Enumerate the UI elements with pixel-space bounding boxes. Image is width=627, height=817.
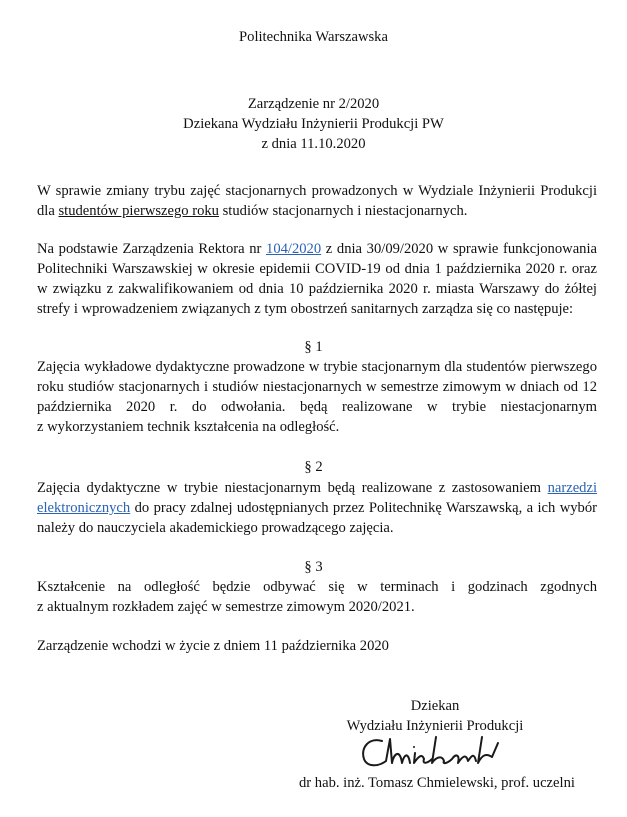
section-2-line-2 [37, 498, 597, 518]
title-line-2: Dziekana Wydziału Inżynierii Produkcji PW [183, 116, 444, 132]
institution-name: Politechnika Warszawska [239, 29, 388, 45]
basis-text-end: z dnia 30/09/2020 w sprawie funkcjonowania [321, 241, 597, 257]
basis-line-3: w związku z zakwalifikowaniem od dnia 10 października 2020 r. miasta Warszawy do żółtej [37, 281, 597, 297]
dean-title: Dziekan [410, 698, 460, 714]
section-1-line-3: października 2020 r. do odwołania. będą realizowane w trybie niestacjonarnym [37, 399, 597, 415]
signature-drawing [352, 733, 522, 773]
section-3-heading: § 3 [304, 559, 323, 575]
section-1-heading: § 1 [304, 339, 323, 355]
section-1-line-2: roku studiów stacjonarnych i studiów niestacjonarnych w semestrze zimowym w dniach od 12 [37, 379, 597, 395]
subject-paragraph [37, 181, 597, 221]
handwritten-signature [352, 733, 522, 773]
basis-line-4: strefy i wprowadzeniem związanych z tym obostrzeń sanitarnych zarządza się co następuje: [37, 301, 574, 317]
title-line-1: Zarządzenie nr 2/2020 [247, 96, 380, 112]
section-2-text: Zajęcia dydaktyczne w trybie niestacjonarnym będą realizowane z zastosowaniem [37, 480, 548, 496]
subject-text: dla [37, 203, 59, 219]
subject-line-2 [37, 201, 597, 221]
effective-text: Zarządzenie wchodzi w życie z dniem 11 października 2020 [37, 638, 389, 654]
section-2-line-1 [37, 478, 597, 498]
section-1-line-4: z wykorzystaniem technik kształcenia na odległość. [37, 419, 340, 435]
electronic-tools-link-cont[interactable]: elektronicznych [37, 500, 131, 516]
section-3-line-2: z aktualnym rozkładem zajęć w semestrze zimowym 2020/2021. [37, 599, 415, 615]
subject-line-1: W sprawie zmiany trybu zajęć stacjonarnych prowadzonych w Wydziale Inżynierii Produkcji [37, 183, 597, 199]
basis-paragraph [37, 239, 597, 319]
title-line-3: z dnia 11.10.2020 [261, 136, 366, 152]
signatory-name [299, 773, 575, 793]
dean-faculty: Wydziału Inżynierii Produkcji [346, 718, 524, 734]
students-first-year-underlined: studentów pierwszego roku [58, 203, 219, 219]
section-3-paragraph [37, 577, 597, 617]
section-2-heading: § 2 [304, 459, 323, 475]
signature-role [330, 696, 540, 736]
section-2-paragraph [37, 478, 597, 538]
electronic-tools-link[interactable]: narzedzi [547, 480, 597, 496]
section-3-line-1: Kształcenie na odległość będzie odbywać się w terminach i godzinach zgodnych [37, 579, 597, 595]
subject-text-end: studiów stacjonarnych i niestacjonarnych. [218, 203, 468, 219]
basis-line-1 [37, 239, 597, 259]
basis-line-2: Politechniki Warszawskiej w okresie epidemii COVID-19 od dnia 1 października 2020 r. oraz [37, 261, 597, 277]
basis-text: Na podstawie Zarządzenia Rektora nr [37, 241, 267, 257]
section-1-paragraph [37, 357, 597, 437]
rector-order-link[interactable]: 104/2020 [266, 241, 322, 257]
section-1-line-1: Zajęcia wykładowe dydaktyczne prowadzone w trybie stacjonarnym dla studentów pierwszego [37, 359, 597, 375]
signatory-name-text: dr hab. inż. Tomasz Chmielewski, prof. uczelni [299, 775, 575, 791]
section-2-line-3: należy do nauczyciela akademickiego prowadzącego zajęcia. [37, 520, 394, 536]
document-title [0, 94, 627, 154]
effective-date [37, 636, 597, 656]
section-2-text-end: do pracy zdalnej udostępnianych przez Politechnikę Warszawską, a ich wybór [130, 500, 597, 516]
